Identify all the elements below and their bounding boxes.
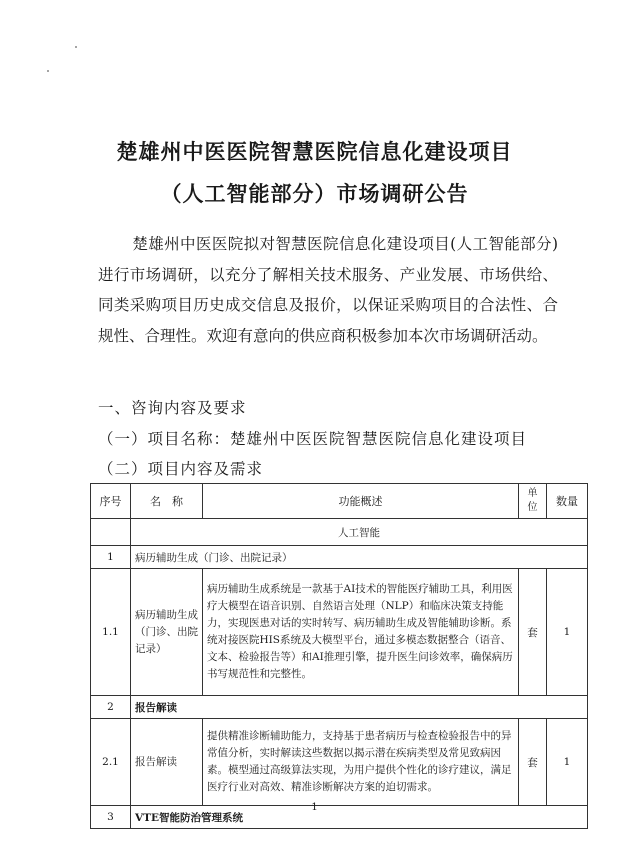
row-desc: 提供精准诊断辅助能力，支持基于患者病历与检查检验报告中的异常值分析，实时解读这些数据以揭示潜在疾病类型及常见致病因素。模型通过高级算法实现，为用户提供个性化的诊疗建议，满足医疗行业对高效、精准诊断解决方案的迫切需求。 bbox=[203, 719, 519, 806]
row-qty: 1 bbox=[547, 569, 588, 696]
page-number: 1 bbox=[311, 802, 318, 813]
table-row bbox=[91, 719, 588, 806]
row-name: 报告解读 bbox=[131, 719, 203, 806]
header-unit: 单位 bbox=[519, 484, 547, 519]
intro-paragraph bbox=[98, 229, 558, 351]
header-name: 名 称 bbox=[131, 484, 203, 519]
row-qty: 1 bbox=[547, 719, 588, 806]
section-item-2: （二）项目内容及需求 bbox=[98, 460, 264, 478]
table-header-row bbox=[91, 484, 588, 519]
intro-text: 楚雄州中医医院拟对智慧医院信息化建设项目(人工智能部分)进行市场调研，以充分了解相关技术服务、产业发展、市场供给、同类采购项目历史成交信息及报价，以保证采购项目的合法性、合规性、合理性。欢迎有意向的供应商积极参加本次市场调研活动。 bbox=[98, 235, 558, 345]
title-line-1: 楚雄州中医医院智慧医院信息化建设项目 bbox=[116, 140, 513, 164]
row-unit: 套 bbox=[519, 719, 547, 806]
group-name: 报告解读 bbox=[131, 696, 588, 719]
scan-speck bbox=[47, 70, 49, 72]
row-unit: 套 bbox=[519, 569, 547, 696]
table-row bbox=[91, 696, 588, 719]
row-desc: 病历辅助生成系统是一款基于AI技术的智能医疗辅助工具，利用医疗大模型在语音识别、自然语言处理（NLP）和临床决策支持能力，实现医患对话的实时转写、病历辅助生成及智能辅助诊断。系统对接医院HIS系统及大模型平台，通过多模态数据整合（语音、文本、检验报告等）和AI推理引擎，提升医生问诊效率，确保病历书写规范性和完整性。 bbox=[203, 569, 519, 696]
header-qty: 数量 bbox=[547, 484, 588, 519]
group-name: 病历辅助生成（门诊、出院记录） bbox=[131, 546, 588, 569]
header-desc: 功能概述 bbox=[203, 484, 519, 519]
group-no: 3 bbox=[91, 806, 131, 829]
category-cell: 人工智能 bbox=[131, 519, 588, 546]
group-name: VTE智能防治管理系统 bbox=[131, 806, 588, 829]
title-line-2: （人工智能部分）市场调研公告 bbox=[160, 182, 469, 206]
row-no: 1.1 bbox=[91, 569, 131, 696]
group-no: 1 bbox=[91, 546, 131, 569]
scan-speck bbox=[75, 46, 77, 48]
row-no: 2.1 bbox=[91, 719, 131, 806]
group-no: 2 bbox=[91, 696, 131, 719]
requirements-table bbox=[90, 483, 588, 829]
section-item-1: （一）项目名称：楚雄州中医医院智慧医院信息化建设项目 bbox=[98, 430, 528, 448]
row-name: 病历辅助生成（门诊、出院记录） bbox=[131, 569, 203, 696]
table-row bbox=[91, 569, 588, 696]
section-heading-1: 一、咨询内容及要求 bbox=[98, 399, 247, 417]
table-row bbox=[91, 519, 588, 546]
table-row bbox=[91, 546, 588, 569]
header-no: 序号 bbox=[91, 484, 131, 519]
